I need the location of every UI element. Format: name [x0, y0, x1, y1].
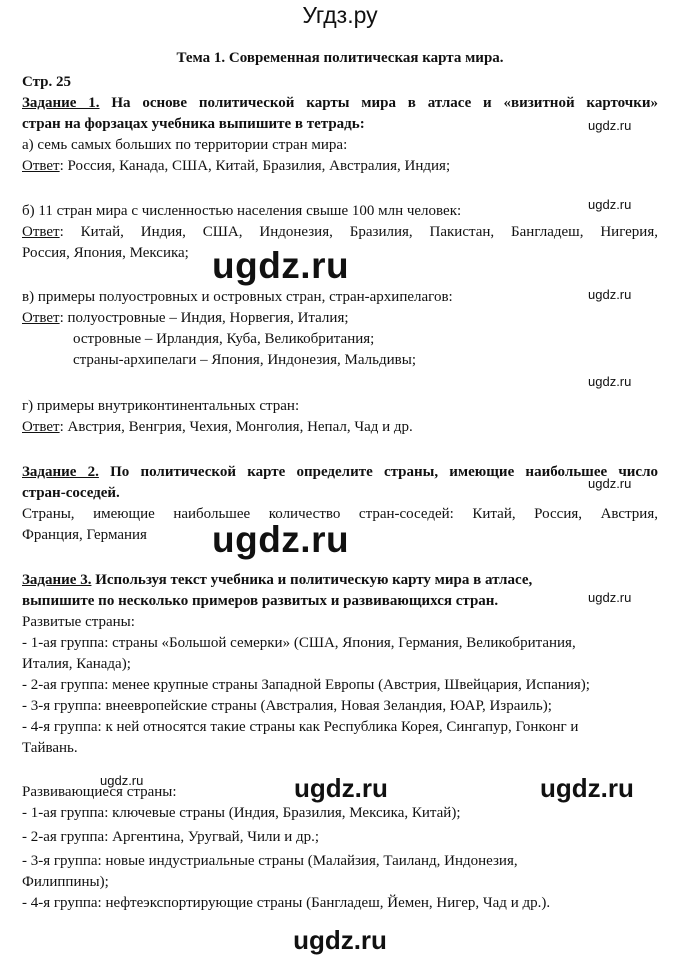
task3-heading-text: Используя текст учебника и политическую карту мира в атласе, — [95, 572, 533, 588]
task1-g-question: г) примеры внутриконтинентальных стран: — [22, 398, 300, 414]
developed-group4-line1: - 4-я группа: к ней относятся такие страны как Республика Корея, Сингапур, Гонконг и — [22, 719, 579, 735]
task3-heading-line2: выпишите по несколько примеров развитых и развивающихся стран. — [22, 593, 499, 609]
developed-group4-line2: Тайвань. — [22, 740, 78, 756]
answer-text: : Россия, Канада, США, Китай, Бразилия, Австралия, Индия; — [59, 158, 451, 174]
developed-group2: - 2-ая группа: менее крупные страны Западной Европы (Австрия, Швейцария, Испания); — [22, 677, 590, 693]
task1-b-answer-line2: Россия, Япония, Мексика; — [22, 245, 189, 261]
task3-label: Задание 3. — [22, 572, 92, 588]
watermark-medium: ugdz.ru — [294, 773, 388, 803]
answer-text: : Китай, Индия, США, Индонезия, Бразилия, Пакистан, Бангладеш, Нигерия, — [59, 224, 658, 240]
developing-group3-line2: Филиппины); — [22, 874, 109, 890]
topic-title: Тема 1. Современная политическая карта мира. — [176, 50, 504, 66]
developed-group1-line2: Италия, Канада); — [22, 656, 131, 672]
developing-group3-line1: - 3-я группа: новые индустриальные страны (Малайзия, Таиланд, Индонезия, — [22, 853, 518, 869]
task2-label: Задание 2. — [22, 464, 99, 480]
watermark-small: ugdz.ru — [588, 476, 632, 491]
task2-answer-line2: Франция, Германия — [22, 527, 147, 543]
developed-heading: Развитые страны: — [22, 614, 135, 630]
watermark-small: ugdz.ru — [588, 374, 632, 389]
task1-g-answer — [22, 417, 413, 438]
developing-group1: - 1-ая группа: ключевые страны (Индия, Бразилия, Мексика, Китай); — [22, 805, 461, 821]
answer-label: Ответ — [22, 224, 60, 240]
developed-group3: - 3-я группа: внеевропейские страны (Австралия, Новая Зеландия, ЮАР, Израиль); — [22, 698, 552, 714]
task1-v-answer-line1 — [22, 308, 349, 329]
watermark-small: ugdz.ru — [588, 197, 632, 212]
task2-answer-line1: Страны, имеющие наибольшее количество стран-соседей: Китай, Россия, Австрия, — [22, 506, 658, 522]
task1-v-answer-line3: страны-архипелаги – Япония, Индонезия, Мальдивы; — [73, 352, 416, 368]
watermark-large: ugdz.ru — [212, 245, 350, 286]
task1-v-question: в) примеры полуостровных и островных стран, стран-архипелагов: — [22, 289, 453, 305]
developing-heading: Развивающиеся страны: — [22, 784, 177, 800]
task1-heading-line2: стран на форзацах учебника выпишите в тетрадь: — [22, 116, 365, 132]
task2-heading-text: По политической карте определите страны, имеющие наибольшее число — [110, 464, 659, 480]
answer-label: Ответ — [22, 158, 60, 174]
task2-heading-line1 — [22, 462, 658, 483]
task1-b-question: б) 11 стран мира с численностью населения свыше 100 млн человек: — [22, 203, 462, 219]
watermark-large: ugdz.ru — [212, 519, 350, 560]
task1-v-answer-line2: островные – Ирландия, Куба, Великобритания; — [73, 331, 375, 347]
developing-group2: - 2-ая группа: Аргентина, Уругвай, Чили и др.; — [22, 829, 320, 845]
task1-a-answer — [22, 156, 450, 177]
developing-group4: - 4-я группа: нефтеэкспортирующие страны (Бангладеш, Йемен, Нигер, Чад и др.). — [22, 895, 551, 911]
watermark-footer: ugdz.ru — [293, 925, 387, 955]
answer-text: : Австрия, Венгрия, Чехия, Монголия, Непал, Чад и др. — [59, 419, 413, 435]
answer-text: : полуостровные – Индия, Норвегия, Италия; — [59, 310, 349, 326]
developed-group1-line1: - 1-ая группа: страны «Большой семерки» (США, Япония, Германия, Великобритания, — [22, 635, 576, 651]
answer-label: Ответ — [22, 310, 60, 326]
task1-b-answer-line1 — [22, 222, 658, 243]
site-title: Угдз.ру — [302, 2, 378, 28]
task1-label: Задание 1. — [22, 95, 100, 111]
task1-heading-line1 — [22, 93, 658, 114]
watermark-medium: ugdz.ru — [540, 773, 634, 803]
answer-label: Ответ — [22, 419, 60, 435]
watermark-small: ugdz.ru — [100, 773, 144, 788]
task1-a-question: а) семь самых больших по территории стран мира: — [22, 137, 348, 153]
watermark-small: ugdz.ru — [588, 287, 632, 302]
task3-heading-line1 — [22, 570, 532, 591]
watermark-small: ugdz.ru — [588, 118, 632, 133]
task1-heading-text: На основе политической карты мира в атласе и «визитной карточки» — [111, 95, 659, 111]
task2-heading-line2: стран-соседей. — [22, 485, 120, 501]
watermark-small: ugdz.ru — [588, 590, 632, 605]
page-number: Стр. 25 — [22, 74, 72, 90]
